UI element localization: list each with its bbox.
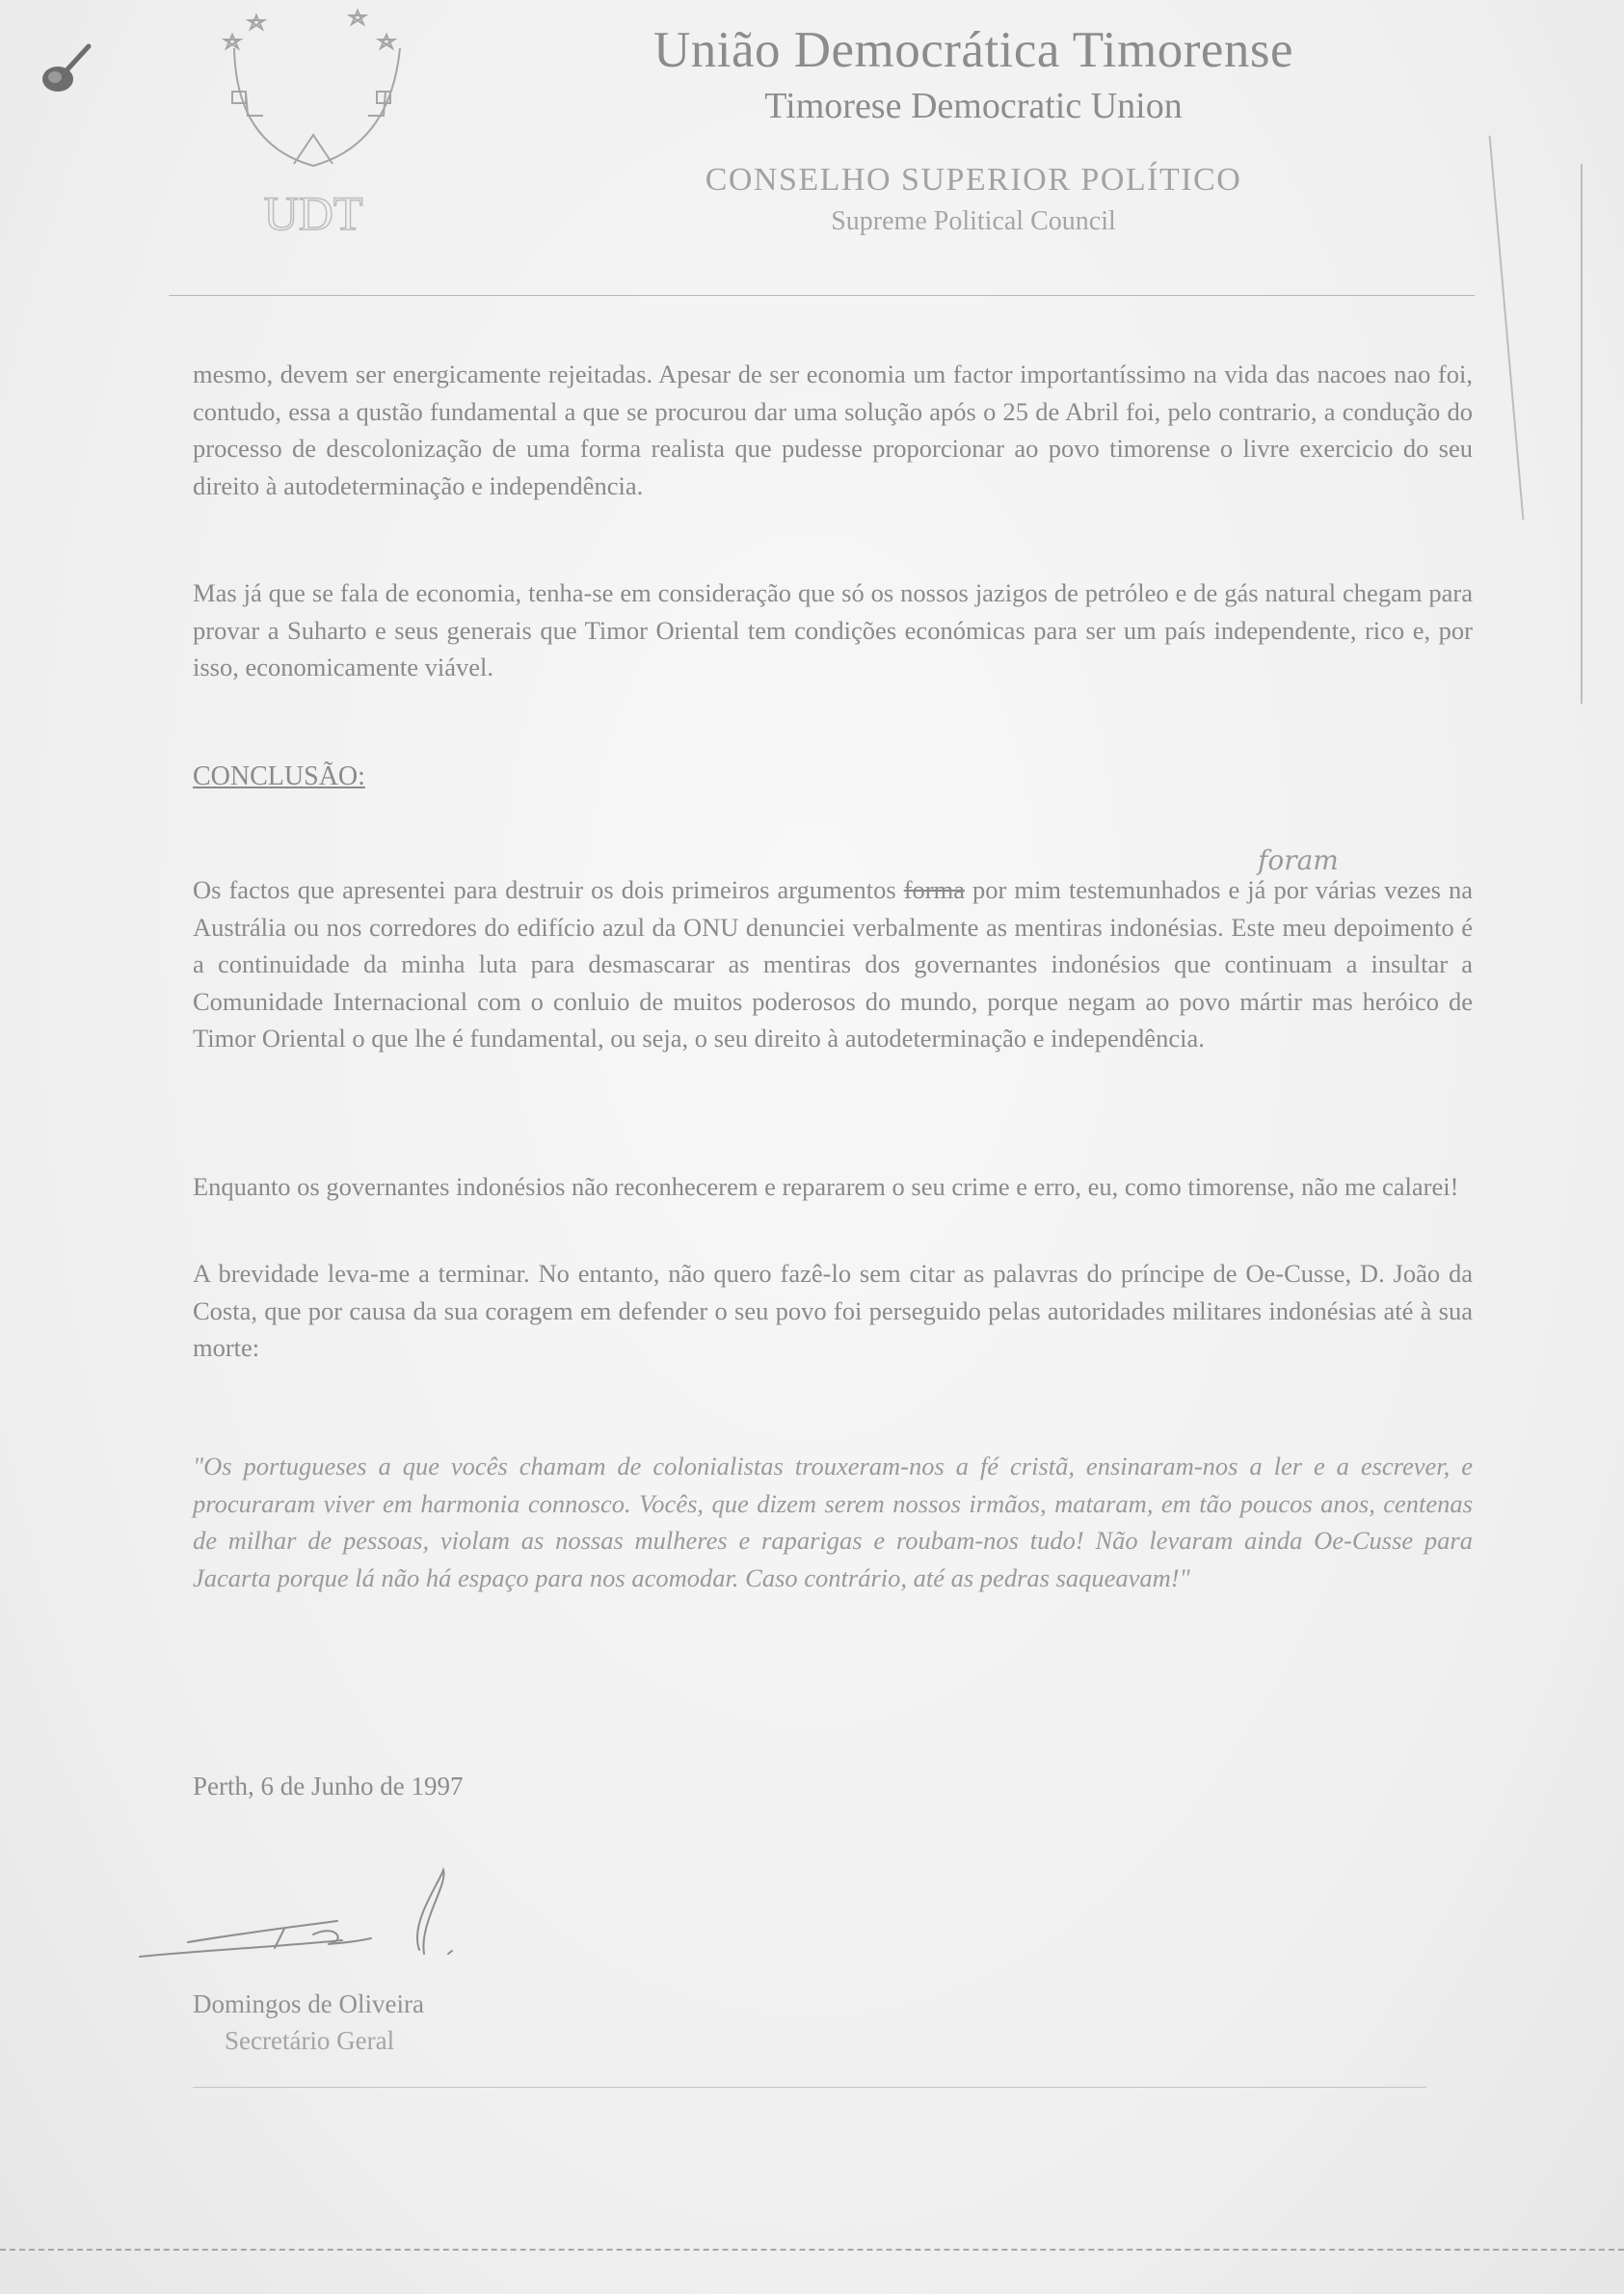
body-paragraph: Mas já que se fala de economia, tenha-se em consideração que só os nossos jazigos de petróleo e de gás natural chegam para provar a Suharto e seus generais que Timor Oriental tem condições económicas para ser um país independente, rico e, por isso, economicamente viável. <box>193 578 1473 681</box>
signature <box>130 1865 496 1971</box>
handwritten-correction: foram <box>1258 844 1339 876</box>
place-and-date: Perth, 6 de Junho de 1997 <box>193 1772 464 1801</box>
scan-edge-line <box>1489 136 1525 520</box>
organization-title: União Democrática Timorense <box>652 22 1294 78</box>
signatory-title: Secretário Geral <box>225 2026 395 2055</box>
conclusion-heading: CONCLUSÃO: <box>193 761 365 791</box>
conclusion-paragraph: Enquanto os governantes indonésios não reconhecerem e repararem o seu crime e erro, eu, como timorense, não me calarei! <box>193 1172 1459 1201</box>
council-name-english: Supreme Political Council <box>831 206 1116 236</box>
organization-subtitle: Timorese Democratic Union <box>764 86 1183 126</box>
council-name: CONSELHO SUPERIOR POLÍTICO <box>705 162 1242 198</box>
header-divider <box>169 295 1475 296</box>
logo-text: UDT <box>263 186 363 240</box>
udt-logo-icon <box>207 0 424 241</box>
struck-word: forma <box>903 875 965 904</box>
footer-divider <box>193 2087 1426 2088</box>
quotation: "Os portugueses a que vocês chamam de colonialistas trouxeram-nos a fé cristã, ensinaram-nos a ler e a escrever, e procuraram viver em harmonia connosco. Vocês, que dizem serem nossos irmãos, mataram, em tão poucos anos, centenas de milhar de pessoas, violam as nossas mulheres e raparigas e roubam-nos tudo! Não levaram ainda Oe-Cusse para Jacarta porque lá não há espaço para nos acomodar. Caso contrário, até as pedras saqueavam!" <box>193 1452 1473 1592</box>
conclusion-paragraph: A brevidade leva-me a terminar. No entanto, não quero fazê-lo sem citar as palavras do príncipe de Oe-Cusse, D. João da Costa, que por causa da sua coragem em defender o seu povo foi perseguido pelas autoridades militares indonésias até à sua morte: <box>193 1259 1473 1362</box>
conclusion-paragraph <box>193 871 1473 1057</box>
body-paragraph: mesmo, devem ser energicamente rejeitadas. Apesar de ser economia um factor importantíssimo na vida das nacoes nao foi, contudo, essa a qustão fundamental a que se procurou dar uma solução após o 25 de Abril foi, pelo contrario, a condução do processo de descolonização de uma forma realista que pudesse proporcionar ao povo timorense o livre exercicio do seu direito à autodeterminação e independência. <box>193 360 1473 500</box>
conclusion-text-end: por mim testemunhados e já por várias vezes na Austrália ou nos corredores do edifício azul da ONU denunciei verbalmente as mentiras indonésias. Este meu depoimento é a continuidade da minha luta para desmascarar as mentiras dos governantes indonésios que continuam a insultar a Comunidade Internacional com o conluio de muitos poderosos do mundo, porque negam ao povo mártir mas heróico de Timor Oriental o que lhe é fundamental, ou seja, o seu direito à autodeterminação e independência. <box>193 875 1474 1053</box>
signatory-name: Domingos de Oliveira <box>193 1989 424 2018</box>
scan-edge-dashes <box>0 2249 1624 2251</box>
staple-icon <box>29 39 96 106</box>
conclusion-text-start: Os factos que apresentei para destruir os dois primeiros argumentos <box>193 875 904 904</box>
scan-edge-line <box>1581 164 1583 704</box>
